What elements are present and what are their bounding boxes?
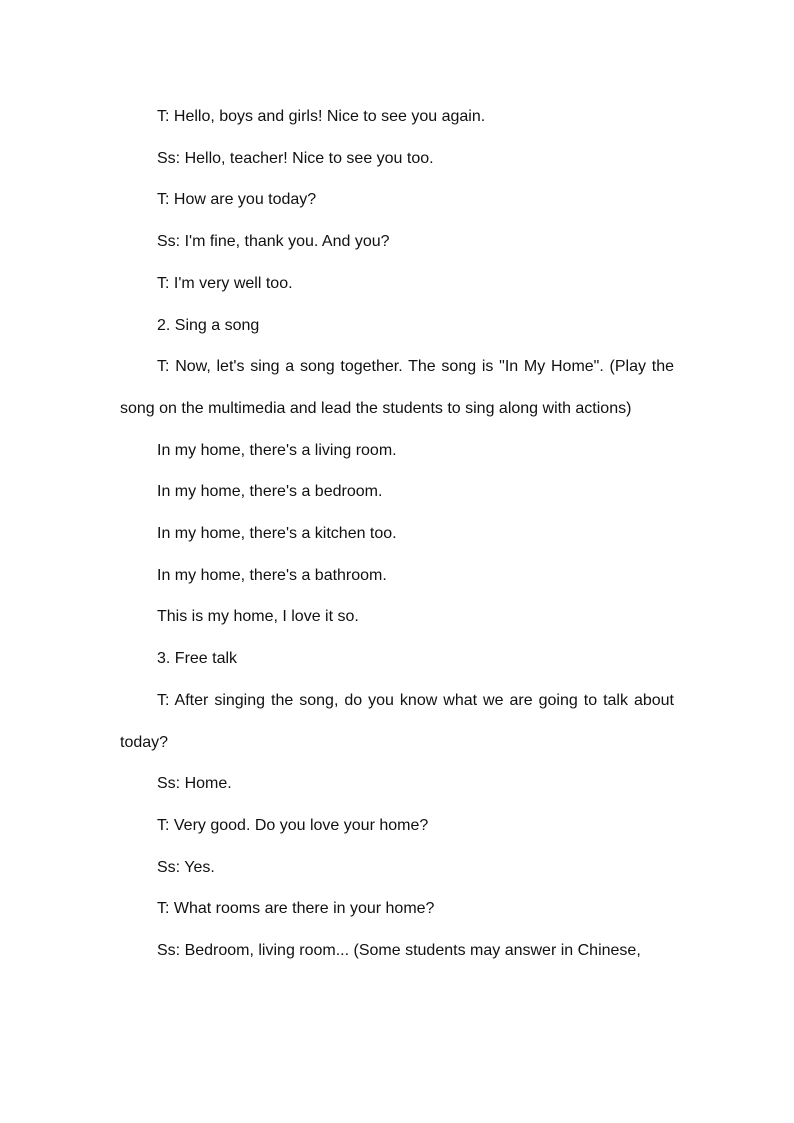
song-lyric-line: In my home, there's a kitchen too. bbox=[157, 525, 397, 543]
dialogue-line: T: I'm very well too. bbox=[157, 274, 293, 292]
dialogue-line: T: How are you today? bbox=[157, 191, 317, 209]
song-lyric-line: In my home, there's a bathroom. bbox=[157, 566, 387, 584]
dialogue-line: Ss: I'm fine, thank you. And you? bbox=[157, 233, 390, 251]
song-lyric-line: In my home, there's a living room. bbox=[157, 441, 397, 459]
dialogue-line: T: Now, let's sing a song together. The song is "In My Home". (Play the song on the multimedia and lead the students to sing along with actions) bbox=[120, 358, 674, 417]
dialogue-line: T: Hello, boys and girls! Nice to see you again. bbox=[157, 108, 486, 125]
dialogue-line: Ss: Yes. bbox=[157, 858, 215, 876]
song-lyric-line: In my home, there's a bedroom. bbox=[157, 483, 383, 501]
section-heading: 2. Sing a song bbox=[157, 316, 260, 334]
song-lyric-line: This is my home, I love it so. bbox=[157, 608, 359, 626]
dialogue-line: Ss: Home. bbox=[157, 775, 232, 793]
dialogue-line: T: Very good. Do you love your home? bbox=[157, 816, 429, 834]
section-heading: 3. Free talk bbox=[157, 650, 238, 668]
document-page bbox=[120, 96, 674, 972]
dialogue-line: Ss: Bedroom, living room... (Some students may answer in Chinese, bbox=[157, 942, 641, 960]
dialogue-line: T: After singing the song, do you know what we are going to talk about today? bbox=[120, 691, 674, 751]
dialogue-line: T: What rooms are there in your home? bbox=[157, 900, 435, 918]
dialogue-line: Ss: Hello, teacher! Nice to see you too. bbox=[157, 149, 434, 167]
